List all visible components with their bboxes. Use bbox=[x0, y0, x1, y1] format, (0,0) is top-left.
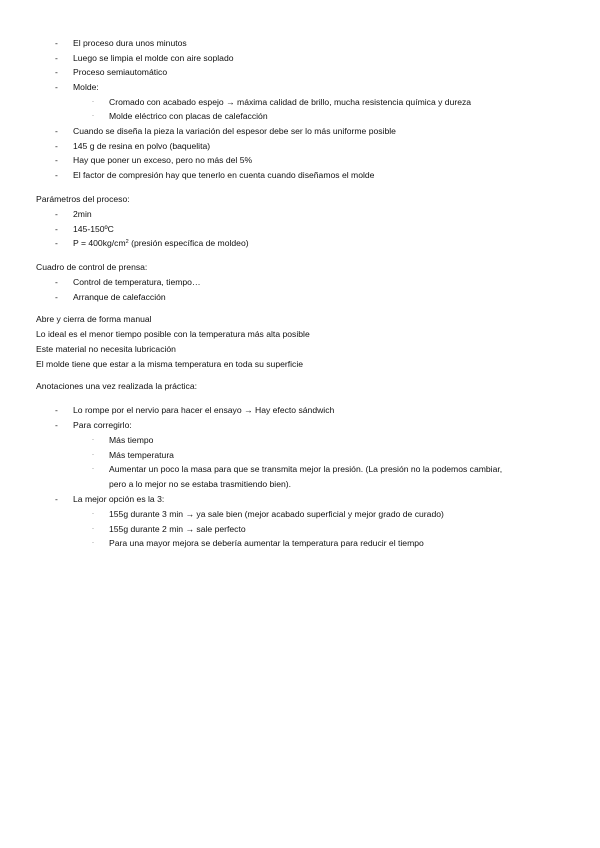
dash-bullet: - bbox=[55, 53, 58, 63]
sub-list-item: Cromado con acabado espejo → máxima calidad de brillo, mucha resistencia química y dureza bbox=[109, 97, 472, 107]
note-line: El molde tiene que estar a la misma temperatura en toda su superficie bbox=[36, 359, 304, 369]
list-item: Arranque de calefacción bbox=[73, 292, 166, 302]
dash-bullet: - bbox=[55, 292, 58, 302]
dash-bullet: - bbox=[55, 170, 58, 180]
list-item: La mejor opción es la 3: bbox=[73, 494, 165, 504]
dot-bullet: · bbox=[92, 99, 94, 105]
pressure-text: P = 400kg/cm bbox=[73, 238, 126, 248]
dot-bullet: · bbox=[92, 452, 94, 458]
note-line: Lo ideal es el menor tiempo posible con la temperatura más alta posible bbox=[36, 329, 310, 339]
dash-bullet: - bbox=[55, 82, 58, 92]
dot-bullet: · bbox=[92, 526, 94, 532]
list-item: Cuando se diseña la pieza la variación del espesor debe ser lo más uniforme posible bbox=[73, 126, 396, 136]
dash-bullet: - bbox=[55, 277, 58, 287]
sub-list-item-continuation: pero a lo mejor no se estaba trasmitiendo bien). bbox=[109, 479, 292, 489]
dot-bullet: · bbox=[92, 540, 94, 546]
note-line: Este material no necesita lubricación bbox=[36, 344, 176, 354]
dash-bullet: - bbox=[55, 155, 58, 165]
list-item: Para corregirlo: bbox=[73, 420, 132, 430]
sub-list-item: Para una mayor mejora se debería aumentar la temperatura para reducir el tiempo bbox=[109, 538, 424, 548]
dash-bullet: - bbox=[55, 141, 58, 151]
section-heading: Anotaciones una vez realizada la práctica: bbox=[36, 381, 197, 391]
sub-list-item: Más tiempo bbox=[109, 435, 154, 445]
list-item: 145 g de resina en polvo (baquelita) bbox=[73, 141, 211, 151]
note-line: Abre y cierra de forma manual bbox=[36, 314, 152, 324]
list-item: 145-150ºC bbox=[73, 224, 114, 234]
list-item: Lo rompe por el nervio para hacer el ensayo → Hay efecto sándwich bbox=[73, 405, 335, 415]
sub-list-item: Más temperatura bbox=[109, 450, 174, 460]
list-item: Hay que poner un exceso, pero no más del 5% bbox=[73, 155, 253, 165]
dash-bullet: - bbox=[55, 405, 58, 415]
pressure-note: (presión específica de moldeo) bbox=[128, 238, 249, 248]
dot-bullet: · bbox=[92, 511, 94, 517]
list-item-pressure bbox=[73, 238, 249, 248]
list-item: El factor de compresión hay que tenerlo en cuenta cuando diseñamos el molde bbox=[73, 170, 375, 180]
list-item: El proceso dura unos minutos bbox=[73, 38, 187, 48]
sub-list-item: 155g durante 3 min → ya sale bien (mejor acabado superficial y mejor grado de curado) bbox=[109, 509, 444, 519]
section-heading: Cuadro de control de prensa: bbox=[36, 262, 148, 272]
list-item: 2min bbox=[73, 209, 92, 219]
dash-bullet: - bbox=[55, 494, 58, 504]
list-item: Molde: bbox=[73, 82, 99, 92]
dash-bullet: - bbox=[55, 209, 58, 219]
list-item: Control de temperatura, tiempo… bbox=[73, 277, 201, 287]
dash-bullet: - bbox=[55, 420, 58, 430]
dash-bullet: - bbox=[55, 38, 58, 48]
section-heading: Parámetros del proceso: bbox=[36, 194, 130, 204]
dash-bullet: - bbox=[55, 238, 58, 248]
dash-bullet: - bbox=[55, 67, 58, 77]
sub-list-item: Aumentar un poco la masa para que se transmita mejor la presión. (La presión no la podemos cambiar, bbox=[109, 464, 503, 474]
dash-bullet: - bbox=[55, 126, 58, 136]
dot-bullet: · bbox=[92, 113, 94, 119]
list-item: Luego se limpia el molde con aire soplado bbox=[73, 53, 234, 63]
dot-bullet: · bbox=[92, 466, 94, 472]
sub-list-item: Molde eléctrico con placas de calefacción bbox=[109, 111, 268, 121]
pressure-exponent: 2 bbox=[125, 239, 129, 245]
sub-list-item: 155g durante 2 min → sale perfecto bbox=[109, 524, 246, 534]
list-item: Proceso semiautomático bbox=[73, 67, 168, 77]
dot-bullet: · bbox=[92, 437, 94, 443]
dash-bullet: - bbox=[55, 224, 58, 234]
